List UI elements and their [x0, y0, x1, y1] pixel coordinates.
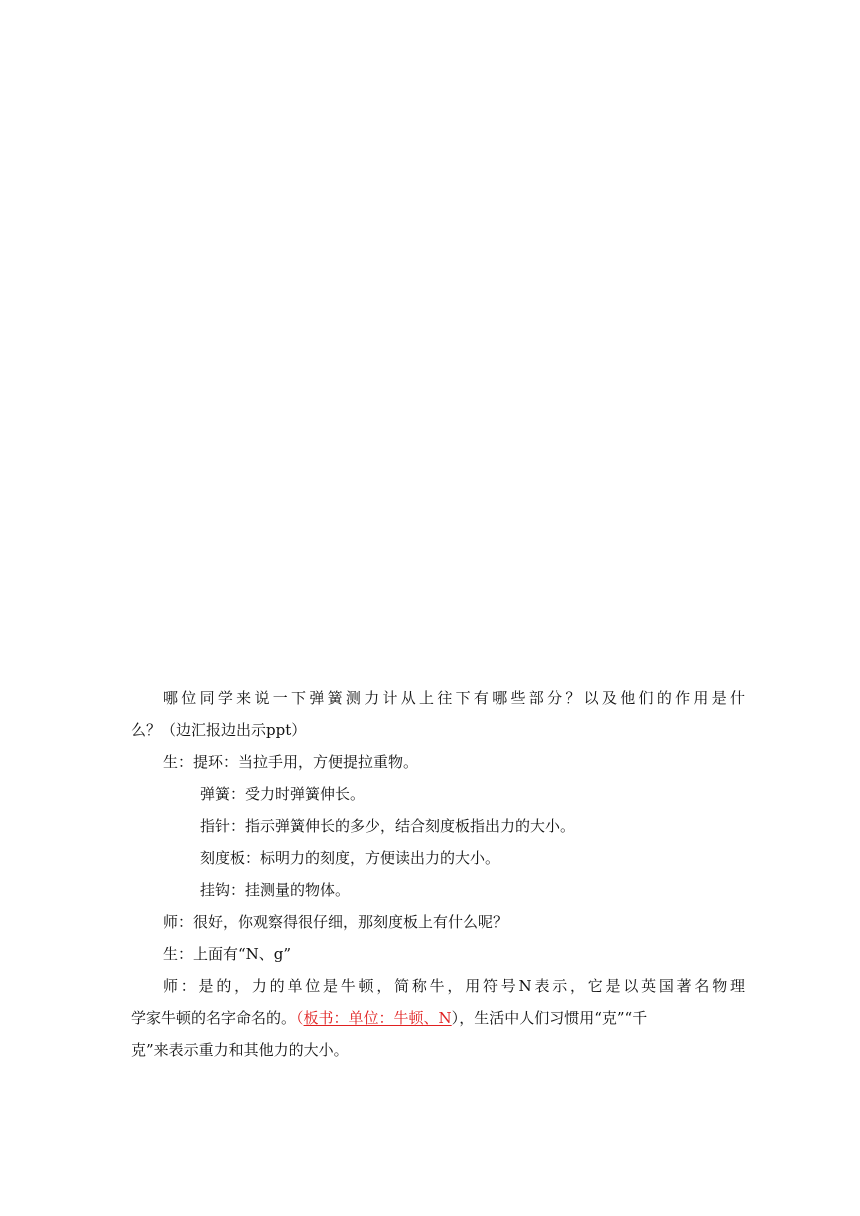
annotation-close-paren: ） — [451, 1009, 460, 1027]
paragraph-question-line-1: 哪位同学来说一下弹簧测力计从上往下有哪些部分？以及他们的作用是什 — [163, 689, 745, 707]
paragraph-teacher-unit-line-2 — [131, 1002, 745, 1034]
paragraph-pointer: 指针：指示弹簧伸长的多少，结合刻度板指出力的大小。 — [200, 817, 576, 835]
unit-line-after-text: ，生活中人们习惯用“克”“千 — [459, 1009, 648, 1027]
paragraph-teacher-unit-line-3: 克”来表示重力和其他力的大小。 — [131, 1041, 349, 1059]
paragraph-hook: 挂钩：挂测量的物体。 — [200, 881, 351, 899]
paragraph-teacher-praise: 师：很好，你观察得很仔细，那刻度板上有什么呢？ — [163, 913, 509, 931]
annotation-open-paren: （ — [296, 1009, 304, 1027]
paragraph-question-line-2: 么？（边汇报边出示ppt） — [131, 721, 307, 739]
unit-line-before-text: 学家牛顿的名字命名的。 — [131, 1009, 297, 1027]
paragraph-student-answer-ring: 生：提环：当拉手用，方便提拉重物。 — [163, 753, 419, 771]
paragraph-spring: 弹簧：受力时弹簧伸长。 — [200, 785, 366, 803]
paragraph-student-units: 生：上面有“N、g” — [163, 945, 292, 963]
paragraph-teacher-unit-line-1: 师：是的，力的单位是牛顿，简称牛，用符号N表示，它是以英国著名物理 — [163, 977, 745, 995]
lesson-transcript — [131, 682, 745, 1066]
blackboard-annotation: 板书：单位：牛顿、N — [303, 1009, 452, 1027]
paragraph-scale-plate: 刻度板：标明力的刻度，方便读出力的大小。 — [200, 849, 501, 867]
